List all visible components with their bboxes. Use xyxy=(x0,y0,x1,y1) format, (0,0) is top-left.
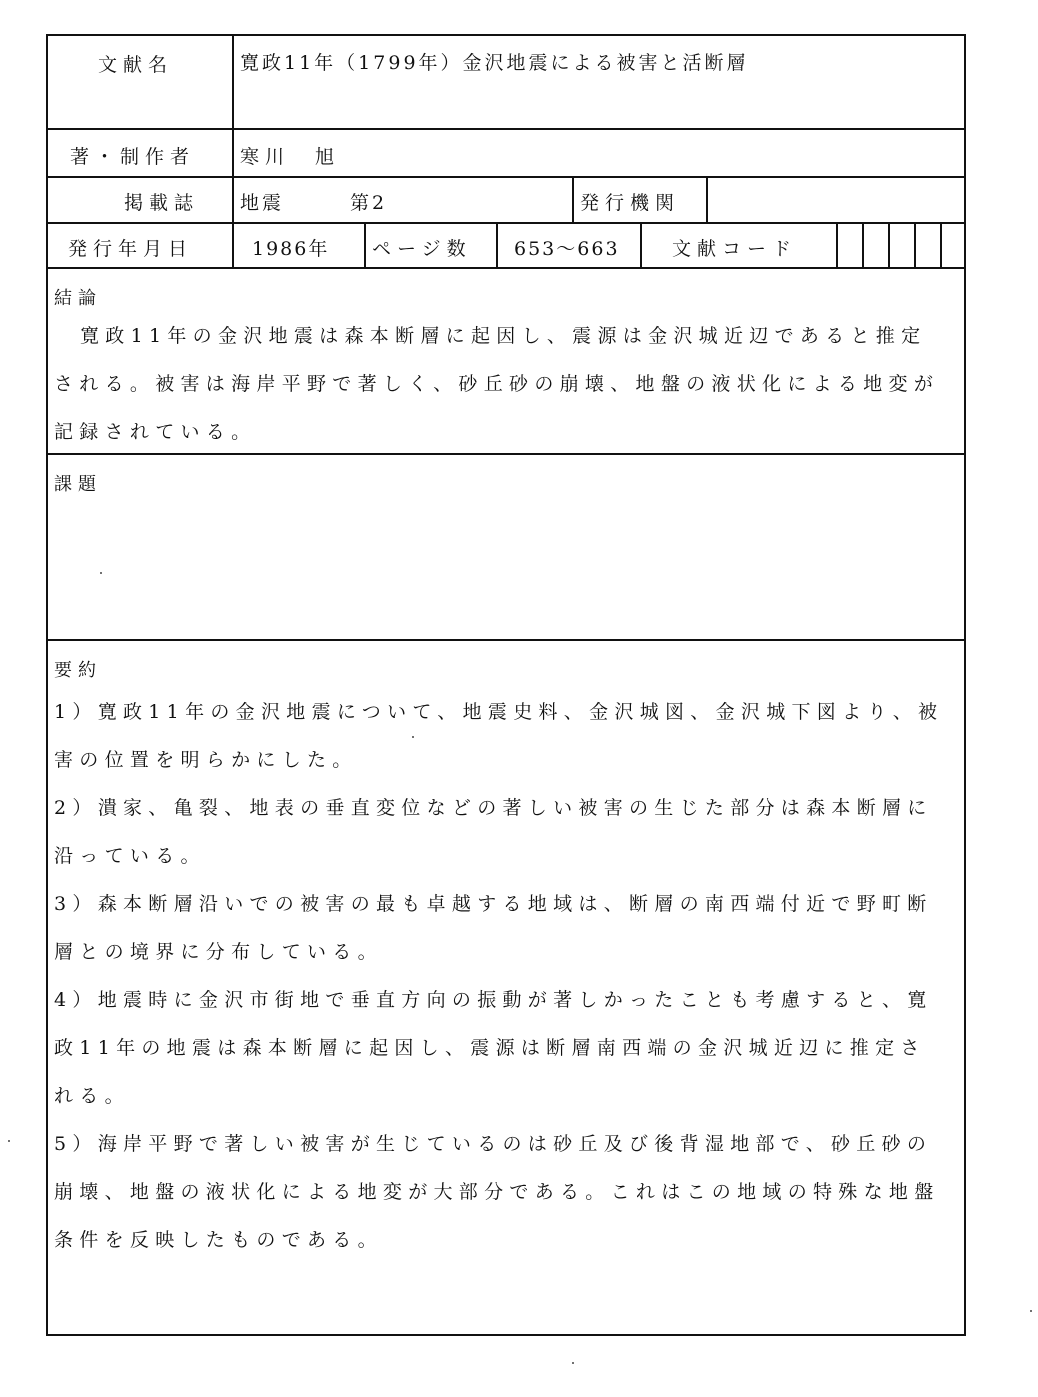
document-form xyxy=(46,34,966,1336)
publisher-label: 発行機関 xyxy=(580,192,681,214)
column-divider xyxy=(640,222,642,268)
column-divider xyxy=(364,222,366,268)
scan-speck xyxy=(1030,1310,1032,1312)
row-divider xyxy=(48,639,964,641)
column-divider xyxy=(706,176,708,222)
scan-speck xyxy=(572,1362,574,1364)
summary-heading: 要約 xyxy=(54,660,102,681)
summary-item: 5）海岸平野で著しい被害が生じているのは砂丘及び後背湿地部で、砂丘砂の崩壊、地盤の液状化による地変が大部分である。これはこの地域の特殊な地盤条件を反映したものである。 xyxy=(54,1133,940,1251)
code-box-divider xyxy=(914,222,916,268)
label-column-divider xyxy=(232,36,234,268)
summary-item: 4）地震時に金沢市街地で垂直方向の振動が著しかったことも考慮すると、寛政11年の地震は森本断層に起因し、震源は断層南西端の金沢城近辺に推定される。 xyxy=(54,989,933,1107)
code-box-divider xyxy=(862,222,864,268)
pages-label: ページ数 xyxy=(372,238,472,260)
journal-value: 地震 第2 xyxy=(240,192,388,214)
document-title: 寛政11年（1799年）金沢地震による被害と活断層 xyxy=(240,52,749,74)
date-value: 1986年 xyxy=(252,238,330,260)
scan-speck xyxy=(412,736,414,738)
code-box-divider xyxy=(940,222,942,268)
summary-item: 1）寛政11年の金沢地震について、地震史料、金沢城図、金沢城下図より、被害の位置を明らかにした。 xyxy=(54,701,944,771)
title-label: 文献名 xyxy=(98,54,174,76)
issues-heading: 課題 xyxy=(54,474,102,495)
author-label: 著・制作者 xyxy=(70,146,196,168)
code-box-divider xyxy=(836,222,838,268)
author-value: 寒川 旭 xyxy=(240,146,341,168)
row-divider xyxy=(48,222,964,224)
date-label: 発行年月日 xyxy=(68,238,194,260)
summary-item: 3）森本断層沿いでの被害の最も卓越する地域は、断層の南西端付近で野町断層との境界に分布している。 xyxy=(54,893,933,963)
column-divider xyxy=(496,222,498,268)
pages-value: 653～663 xyxy=(514,238,620,260)
summary-item: 2）潰家、亀裂、地表の垂直変位などの著しい被害の生じた部分は森本断層に沿っている。 xyxy=(54,797,933,867)
journal-label: 掲載誌 xyxy=(124,192,200,214)
column-divider xyxy=(572,176,574,222)
code-box-divider xyxy=(888,222,890,268)
conclusion-heading: 結論 xyxy=(54,288,102,309)
summary-list xyxy=(54,688,950,1264)
conclusion-text: 寛政11年の金沢地震は森本断層に起因し、震源は金沢城近辺であると推定される。被害は海岸平野で著しく、砂丘砂の崩壊、地盤の液状化による地変が記録されている。 xyxy=(54,325,940,443)
scan-speck xyxy=(100,572,102,574)
row-divider xyxy=(48,267,964,269)
code-label: 文献コード xyxy=(672,238,798,260)
row-divider xyxy=(48,128,964,130)
row-divider xyxy=(48,176,964,178)
scan-speck xyxy=(8,1140,10,1142)
